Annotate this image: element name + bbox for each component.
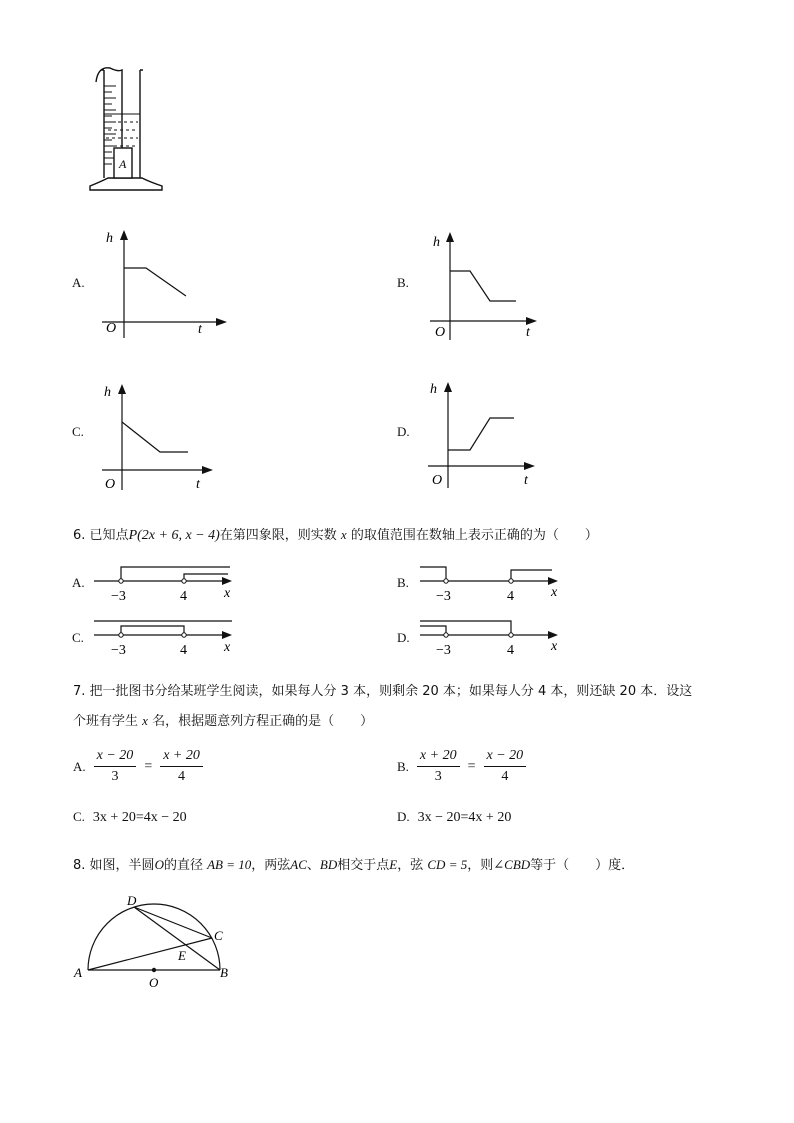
q6-text-a: 已知点 bbox=[89, 528, 129, 543]
fig-label-b: B bbox=[220, 965, 228, 980]
q6a-tick-neg3: −3 bbox=[111, 589, 126, 604]
graph-b-ylabel: h bbox=[433, 235, 440, 250]
q7-option-a-label: A. bbox=[73, 758, 86, 774]
q6b-tick-4: 4 bbox=[507, 589, 514, 604]
q7-line2-b: 名，根据题意列方程正确的是（ ） bbox=[152, 714, 374, 729]
q7-option-b-label: B. bbox=[397, 758, 409, 774]
q6-option-a-label: A. bbox=[72, 575, 85, 590]
q8-chord-cd: CD = 5 bbox=[427, 857, 468, 872]
q6-text-c: 的取值范围在数轴上表示正确的为（ ） bbox=[350, 528, 598, 543]
q7-option-a bbox=[73, 748, 203, 785]
graph-b-label: B. bbox=[397, 275, 409, 290]
graph-a bbox=[100, 226, 230, 341]
q6-option-b-label: B. bbox=[397, 575, 409, 590]
graph-a-ylabel: h bbox=[106, 231, 113, 246]
graph-c-ylabel: h bbox=[104, 385, 111, 400]
graph-b bbox=[426, 226, 556, 344]
graph-d bbox=[424, 376, 554, 491]
q7-option-d bbox=[397, 809, 511, 826]
q7-a-denominator-right: 4 bbox=[178, 769, 186, 784]
graph-c bbox=[100, 378, 230, 493]
fig-label-a: A bbox=[74, 965, 82, 980]
question-7-line1: 7. 把一批图书分给某班学生阅读，如果每人分 3 本，则剩余 20 本；如果每人分 4 本，则还缺 20 本．设这 bbox=[73, 684, 693, 699]
q6-point-expression: P(2x + 6, x − 4) bbox=[128, 528, 220, 543]
q6-text-b: 在第四象限，则实数 bbox=[219, 528, 337, 543]
q8-chord-ac: AC bbox=[290, 857, 307, 872]
q7-b-denominator-right: 4 bbox=[501, 769, 509, 784]
graph-b-origin: O bbox=[435, 325, 446, 340]
q8-t5: ，弦 bbox=[397, 858, 424, 873]
graduated-cylinder-figure bbox=[86, 64, 166, 196]
q6-option-c-label: C. bbox=[72, 630, 84, 645]
q7-option-d-label: D. bbox=[397, 809, 410, 824]
graph-a-origin: O bbox=[106, 321, 117, 336]
fig-label-c: C bbox=[214, 928, 223, 943]
q7-b-fraction-right bbox=[484, 748, 527, 785]
q6-number: 6. bbox=[73, 528, 86, 543]
graph-d-label: D. bbox=[397, 424, 410, 439]
question-6-stem bbox=[73, 524, 598, 544]
fig-label-d: D bbox=[127, 893, 137, 908]
q8-t1: 如图，半圆 bbox=[89, 858, 155, 873]
graph-c-xlabel: t bbox=[196, 477, 200, 492]
q7-a-denominator-left: 3 bbox=[111, 769, 119, 784]
graph-d-ylabel: h bbox=[430, 382, 437, 397]
q6-option-d-number-line bbox=[416, 613, 566, 659]
q8-t2: 的直径 bbox=[163, 858, 203, 873]
q7-option-d-equation: 3x − 20=4x + 20 bbox=[417, 810, 512, 825]
q8-angle-cbd: ∠CBD bbox=[493, 857, 531, 872]
fig-label-e: E bbox=[178, 948, 186, 963]
q6d-tick-neg3: −3 bbox=[436, 643, 451, 658]
q7-option-b bbox=[397, 748, 526, 785]
q6c-axis-label: x bbox=[224, 640, 231, 655]
q8-diameter: AB = 10 bbox=[207, 857, 252, 872]
q6-variable: x bbox=[340, 527, 347, 542]
fig-label-o: O bbox=[149, 975, 159, 990]
q6-option-d-label: D. bbox=[397, 630, 410, 645]
q7-b-fraction-left bbox=[417, 748, 460, 785]
q6a-axis-label: x bbox=[224, 586, 231, 601]
graph-a-label: A. bbox=[72, 275, 85, 290]
block-a-label: A bbox=[119, 157, 127, 171]
q7-a-numerator-right: x + 20 bbox=[160, 748, 203, 767]
q7-line2-a: 个班有学生 bbox=[73, 714, 139, 729]
graph-c-origin: O bbox=[105, 477, 116, 492]
q7-b-numerator-right: x − 20 bbox=[484, 748, 527, 767]
q7-b-denominator-left: 3 bbox=[434, 769, 442, 784]
q6b-axis-label: x bbox=[551, 585, 558, 600]
q6d-axis-label: x bbox=[551, 639, 558, 654]
q7-a-equals: = bbox=[144, 758, 153, 774]
q6c-tick-4: 4 bbox=[180, 643, 187, 658]
q6-option-b-number-line bbox=[416, 560, 566, 606]
q8-t7: 等于（ ）度． bbox=[530, 858, 635, 873]
q6d-tick-4: 4 bbox=[507, 643, 514, 658]
q7-a-fraction-right bbox=[160, 748, 203, 785]
q8-t4: 相交于点 bbox=[337, 858, 390, 873]
semicircle-figure bbox=[68, 890, 244, 990]
graph-a-xlabel: t bbox=[198, 322, 202, 337]
q6-option-a-number-line bbox=[92, 560, 242, 606]
q7-variable: x bbox=[142, 713, 148, 728]
q8-point-e: E bbox=[389, 857, 398, 872]
question-7-line2 bbox=[73, 710, 373, 729]
q6a-tick-4: 4 bbox=[180, 589, 187, 604]
q8-number: 8. bbox=[73, 858, 86, 873]
q8-t3: ，两弦 bbox=[251, 858, 291, 873]
q7-option-c-label: C. bbox=[73, 809, 85, 824]
q8-separator: 、 bbox=[306, 858, 320, 873]
q7-a-numerator-left: x − 20 bbox=[94, 748, 137, 767]
graph-b-xlabel: t bbox=[526, 325, 530, 340]
q7-a-fraction-left bbox=[94, 748, 137, 785]
q7-b-equals: = bbox=[467, 758, 476, 774]
q7-b-numerator-left: x + 20 bbox=[417, 748, 460, 767]
graph-c-label: C. bbox=[72, 424, 84, 439]
question-8-stem bbox=[73, 854, 634, 873]
q8-chord-bd: BD bbox=[319, 857, 338, 872]
q7-option-c-equation: 3x + 20=4x − 20 bbox=[92, 810, 187, 825]
graph-d-xlabel: t bbox=[524, 473, 528, 488]
q8-circle-o: O bbox=[154, 857, 164, 872]
q6c-tick-neg3: −3 bbox=[111, 643, 126, 658]
q7-option-c bbox=[73, 809, 187, 826]
q6b-tick-neg3: −3 bbox=[436, 589, 451, 604]
graph-d-origin: O bbox=[432, 473, 443, 488]
q6-option-c-number-line bbox=[92, 613, 242, 659]
q8-t6: ，则 bbox=[467, 858, 494, 873]
